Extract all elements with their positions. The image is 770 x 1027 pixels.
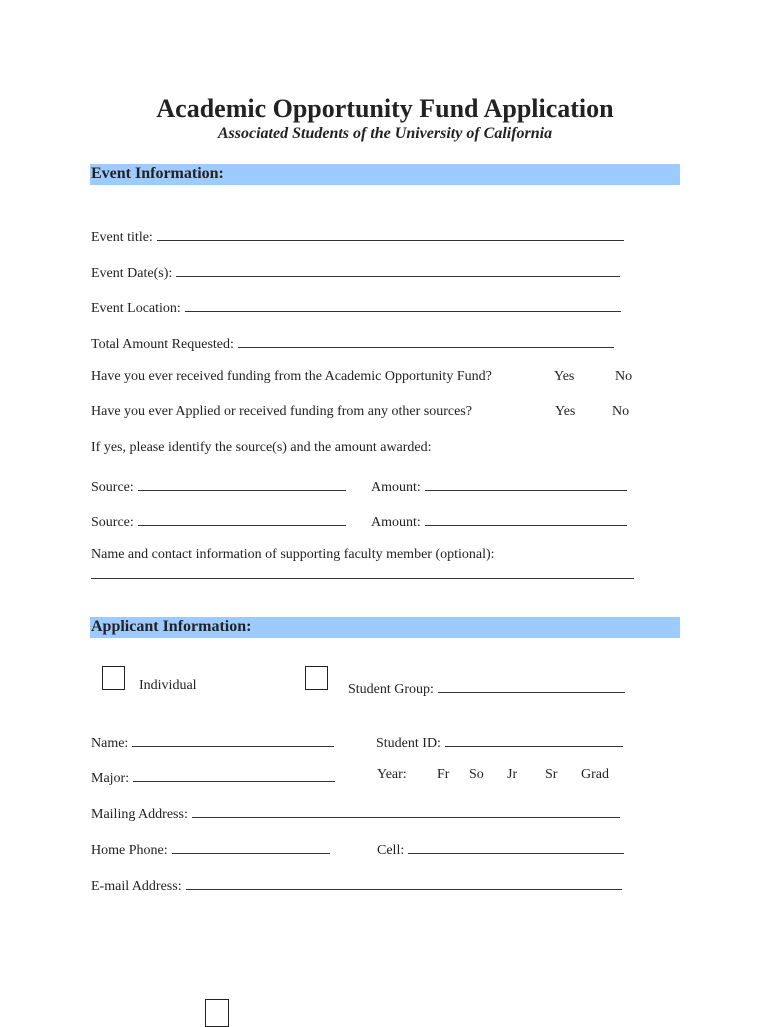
home-phone-label: Home Phone: <box>91 843 168 858</box>
aof-yes-option[interactable]: Yes <box>554 369 575 384</box>
amount-label: Amount: <box>371 515 421 530</box>
event-dates-label: Event Date(s): <box>91 266 173 281</box>
student-id-row <box>376 732 623 752</box>
student-id-field[interactable] <box>445 732 623 747</box>
page-title: Academic Opportunity Fund Application <box>156 94 614 123</box>
source-row-2 <box>91 511 346 531</box>
other-sources-question: Have you ever Applied or received funding from any other sources? <box>91 404 472 419</box>
student-group-row <box>348 678 625 698</box>
source-field-1[interactable] <box>138 476 346 491</box>
event-location-label: Event Location: <box>91 301 181 316</box>
event-dates-field[interactable] <box>176 262 620 277</box>
student-group-checkbox[interactable] <box>305 666 328 690</box>
event-dates-row <box>91 262 620 282</box>
home-phone-field[interactable] <box>172 839 330 854</box>
year-option-so[interactable]: So <box>469 767 484 782</box>
event-title-field[interactable] <box>157 226 624 241</box>
mailing-address-field[interactable] <box>192 803 620 818</box>
total-amount-field[interactable] <box>238 333 614 348</box>
year-option-fr[interactable]: Fr <box>437 767 450 782</box>
year-option-grad[interactable]: Grad <box>581 767 609 782</box>
year-option-jr[interactable]: Jr <box>507 767 518 782</box>
home-phone-row <box>91 839 330 859</box>
cell-field[interactable] <box>408 839 624 854</box>
cell-label: Cell: <box>377 843 405 858</box>
event-title-row <box>91 226 624 246</box>
email-label: E-mail Address: <box>91 879 182 894</box>
cell-row <box>377 839 624 859</box>
bottom-checkbox[interactable] <box>205 999 229 1027</box>
amount-label: Amount: <box>371 480 421 495</box>
name-field[interactable] <box>132 732 334 747</box>
event-section-header <box>90 164 680 185</box>
email-row <box>91 875 622 895</box>
amount-field-2[interactable] <box>425 511 627 526</box>
source-row-1 <box>91 476 346 496</box>
major-row <box>91 767 335 787</box>
name-row <box>91 732 334 752</box>
event-title-label: Event title: <box>91 230 153 245</box>
faculty-label: Name and contact information of supporting faculty member (optional): <box>91 547 495 562</box>
event-section-heading: Event Information: <box>91 165 224 182</box>
student-group-label: Student Group: <box>348 682 434 697</box>
student-group-field[interactable] <box>438 678 625 693</box>
event-location-field[interactable] <box>185 297 621 312</box>
year-label: Year: <box>377 767 407 782</box>
name-label: Name: <box>91 736 129 751</box>
mailing-address-row <box>91 803 620 823</box>
event-location-row <box>91 297 621 317</box>
faculty-field[interactable] <box>91 578 634 579</box>
email-field[interactable] <box>186 875 622 890</box>
source-field-2[interactable] <box>138 511 346 526</box>
individual-label: Individual <box>139 678 197 693</box>
student-id-label: Student ID: <box>376 736 441 751</box>
other-no-option[interactable]: No <box>612 404 630 419</box>
total-amount-label: Total Amount Requested: <box>91 337 234 352</box>
individual-checkbox[interactable] <box>102 666 125 690</box>
amount-field-1[interactable] <box>425 476 627 491</box>
major-field[interactable] <box>133 767 335 782</box>
aof-no-option[interactable]: No <box>615 369 633 384</box>
source-label: Source: <box>91 480 134 495</box>
amount-row-1 <box>371 476 627 496</box>
sources-instruction: If yes, please identify the source(s) and the amount awarded: <box>91 440 432 455</box>
amount-row-2 <box>371 511 627 531</box>
source-label: Source: <box>91 515 134 530</box>
other-yes-option[interactable]: Yes <box>555 404 576 419</box>
major-label: Major: <box>91 771 130 786</box>
applicant-section-heading: Applicant Information: <box>91 618 252 635</box>
page-subtitle: Associated Students of the University of California <box>217 125 553 142</box>
applicant-section-header <box>90 617 680 638</box>
total-amount-row <box>91 333 614 353</box>
aof-funding-question: Have you ever received funding from the Academic Opportunity Fund? <box>91 369 492 384</box>
year-option-sr[interactable]: Sr <box>545 767 558 782</box>
mailing-address-label: Mailing Address: <box>91 807 188 822</box>
